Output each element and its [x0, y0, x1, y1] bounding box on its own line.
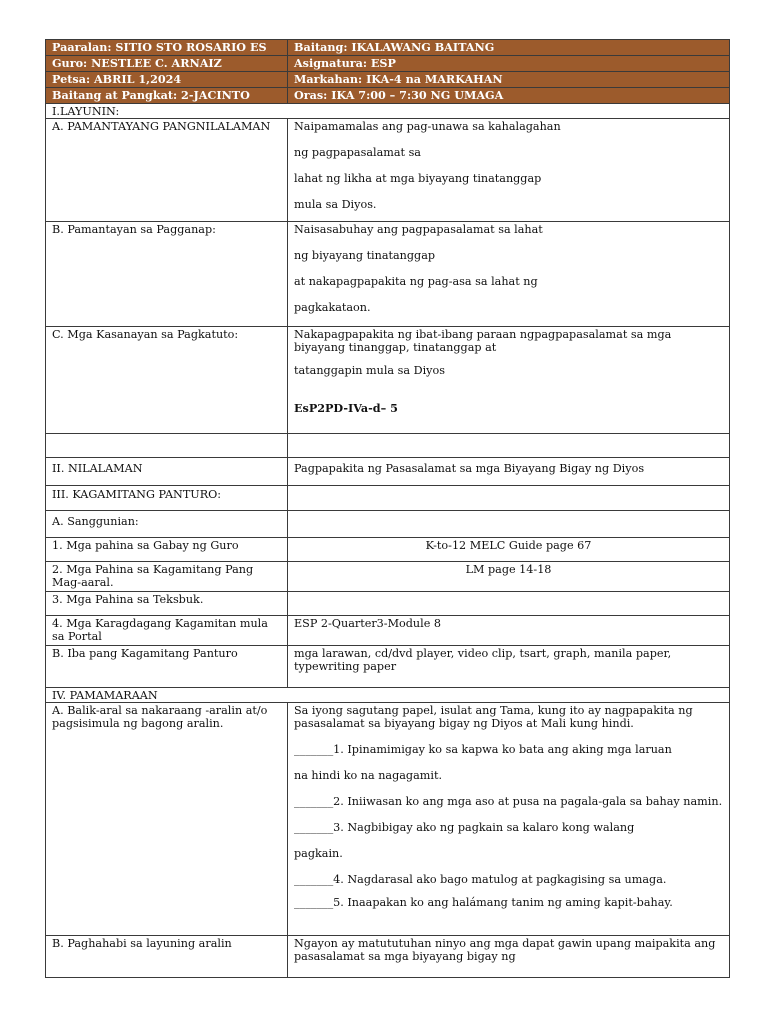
- content-line: Naisasabuhay ang pagpapasalamat sa lahat: [294, 223, 543, 236]
- sanggunian-row: [46, 511, 730, 538]
- pamamaraan-heading: IV. PAMAMARAAN: [46, 688, 730, 703]
- lm-label: 2. Mga Pahina sa Kagamitang Pang Mag-aaral.: [46, 562, 288, 592]
- content-line: Nakapagpapakita ng ibat-ibang paraan ngpagpapasalamat sa mga biyayang tinanggap, tinatanggap at: [294, 328, 672, 354]
- content-line: mula sa Diyos.: [294, 198, 377, 211]
- portal-label: 4. Mga Karagdagang Kagamitan mula sa Portal: [46, 616, 288, 646]
- paghahabi-label: B. Paghahabi sa layuning aralin: [46, 936, 288, 978]
- header-row: [46, 88, 730, 104]
- layunin-heading: I.LAYUNIN:: [46, 104, 730, 119]
- date-cell: Petsa: ABRIL 1,2024: [46, 72, 288, 88]
- header-row: [46, 56, 730, 72]
- grade-cell: Baitang: IKALAWANG BAITANG: [288, 40, 730, 56]
- teksbuk-label: 3. Mga Pahina sa Teksbuk.: [46, 592, 288, 616]
- content-line: tatanggapin mula sa Diyos: [294, 364, 445, 377]
- portal-row: [46, 616, 730, 646]
- quarter-cell: Markahan: IKA-4 na MARKAHAN: [288, 72, 730, 88]
- subject-cell: Asignatura: ESP: [288, 56, 730, 72]
- quiz-item: _______1. Ipinamimigay ko sa kapwa ko bata ang aking mga laruan: [294, 743, 672, 756]
- lm-value: LM page 14-18: [288, 562, 730, 592]
- pamantayang-row: [46, 119, 730, 222]
- pamantayang-label: A. PAMANTAYANG PANGNILALAMAN: [46, 119, 288, 222]
- quiz-item: _______3. Nagbibigay ako ng pagkain sa kalaro kong walang: [294, 821, 635, 834]
- pamantayang-content: [288, 119, 730, 222]
- kasanayan-label: C. Mga Kasanayan sa Pagkatuto:: [46, 327, 288, 434]
- lm-row: [46, 562, 730, 592]
- gabay-label: 1. Mga pahina sa Gabay ng Guro: [46, 538, 288, 562]
- content-line: ng pagpapasalamat sa: [294, 146, 421, 159]
- pagganap-content: [288, 222, 730, 327]
- kagamitan-row: [46, 486, 730, 511]
- teksbuk-row: [46, 592, 730, 616]
- quiz-item: _______4. Nagdarasal ako bago matulog at pagkagising sa umaga.: [294, 873, 667, 886]
- balik-aral-intro: Sa iyong sagutang papel, isulat ang Tama, kung ito ay nagpapakita ng pasasalamat sa biyayang bigay ng Diyos at Mali kung hindi.: [294, 704, 693, 730]
- competency-code: EsP2PD-IVa-d– 5: [294, 401, 398, 415]
- content-line: at nakapagpapakita ng pag-asa sa lahat ng: [294, 275, 538, 288]
- paghahabi-value: Ngayon ay matututuhan ninyo ang mga dapat gawin upang maipakita ang pasasalamat sa mga biyayang bigay ng: [288, 936, 730, 978]
- content-line: ng biyayang tinatanggap: [294, 249, 436, 262]
- iba-label: B. Iba pang Kagamitang Panturo: [46, 646, 288, 688]
- iba-value: mga larawan, cd/dvd player, video clip, tsart, graph, manila paper, typewriting paper: [288, 646, 730, 688]
- quiz-item: na hindi ko na nagagamit.: [294, 769, 442, 782]
- section-cell: Baitang at Pangkat: 2-JACINTO: [46, 88, 288, 104]
- balik-aral-row: [46, 703, 730, 936]
- nilalaman-label: II. NILALAMAN: [46, 458, 288, 486]
- quiz-item: _______2. Iniiwasan ko ang mga aso at pusa na pagala-gala sa bahay namin.: [294, 795, 723, 808]
- quiz-item: pagkain.: [294, 847, 343, 860]
- pagganap-label: B. Pamantayan sa Pagganap:: [46, 222, 288, 327]
- portal-value: ESP 2-Quarter3-Module 8: [288, 616, 730, 646]
- pamamaraan-row: [46, 688, 730, 703]
- balik-aral-label: A. Balik-aral sa nakaraang -aralin at/o pagsisimula ng bagong aralin.: [46, 703, 288, 936]
- gabay-row: [46, 538, 730, 562]
- blank-row: [46, 434, 730, 458]
- header-row: [46, 72, 730, 88]
- teacher-cell: Guro: NESTLEE C. ARNAIZ: [46, 56, 288, 72]
- gabay-value: K-to-12 MELC Guide page 67: [288, 538, 730, 562]
- iba-row: [46, 646, 730, 688]
- lesson-plan-table: [45, 39, 730, 978]
- layunin-row: [46, 104, 730, 119]
- content-line: pagkakataon.: [294, 301, 371, 314]
- balik-aral-content: [288, 703, 730, 936]
- kasanayan-row: [46, 327, 730, 434]
- nilalaman-row: [46, 458, 730, 486]
- kasanayan-content: [288, 327, 730, 434]
- kagamitan-label: III. KAGAMITANG PANTURO:: [46, 486, 288, 511]
- content-line: Naipamamalas ang pag-unawa sa kahalagahan: [294, 120, 561, 133]
- paghahabi-row: [46, 936, 730, 978]
- content-line: lahat ng likha at mga biyayang tinatanggap: [294, 172, 542, 185]
- time-cell: Oras: IKA 7:00 – 7:30 NG UMAGA: [288, 88, 730, 104]
- nilalaman-value: Pagpapakita ng Pasasalamat sa mga Biyayang Bigay ng Diyos: [288, 458, 730, 486]
- sanggunian-label: A. Sanggunian:: [46, 511, 288, 538]
- school-cell: Paaralan: SITIO STO ROSARIO ES: [46, 40, 288, 56]
- pagganap-row: [46, 222, 730, 327]
- header-row: [46, 40, 730, 56]
- quiz-item: _______5. Inaapakan ko ang halámang tanim ng aming kapit-bahay.: [294, 896, 673, 909]
